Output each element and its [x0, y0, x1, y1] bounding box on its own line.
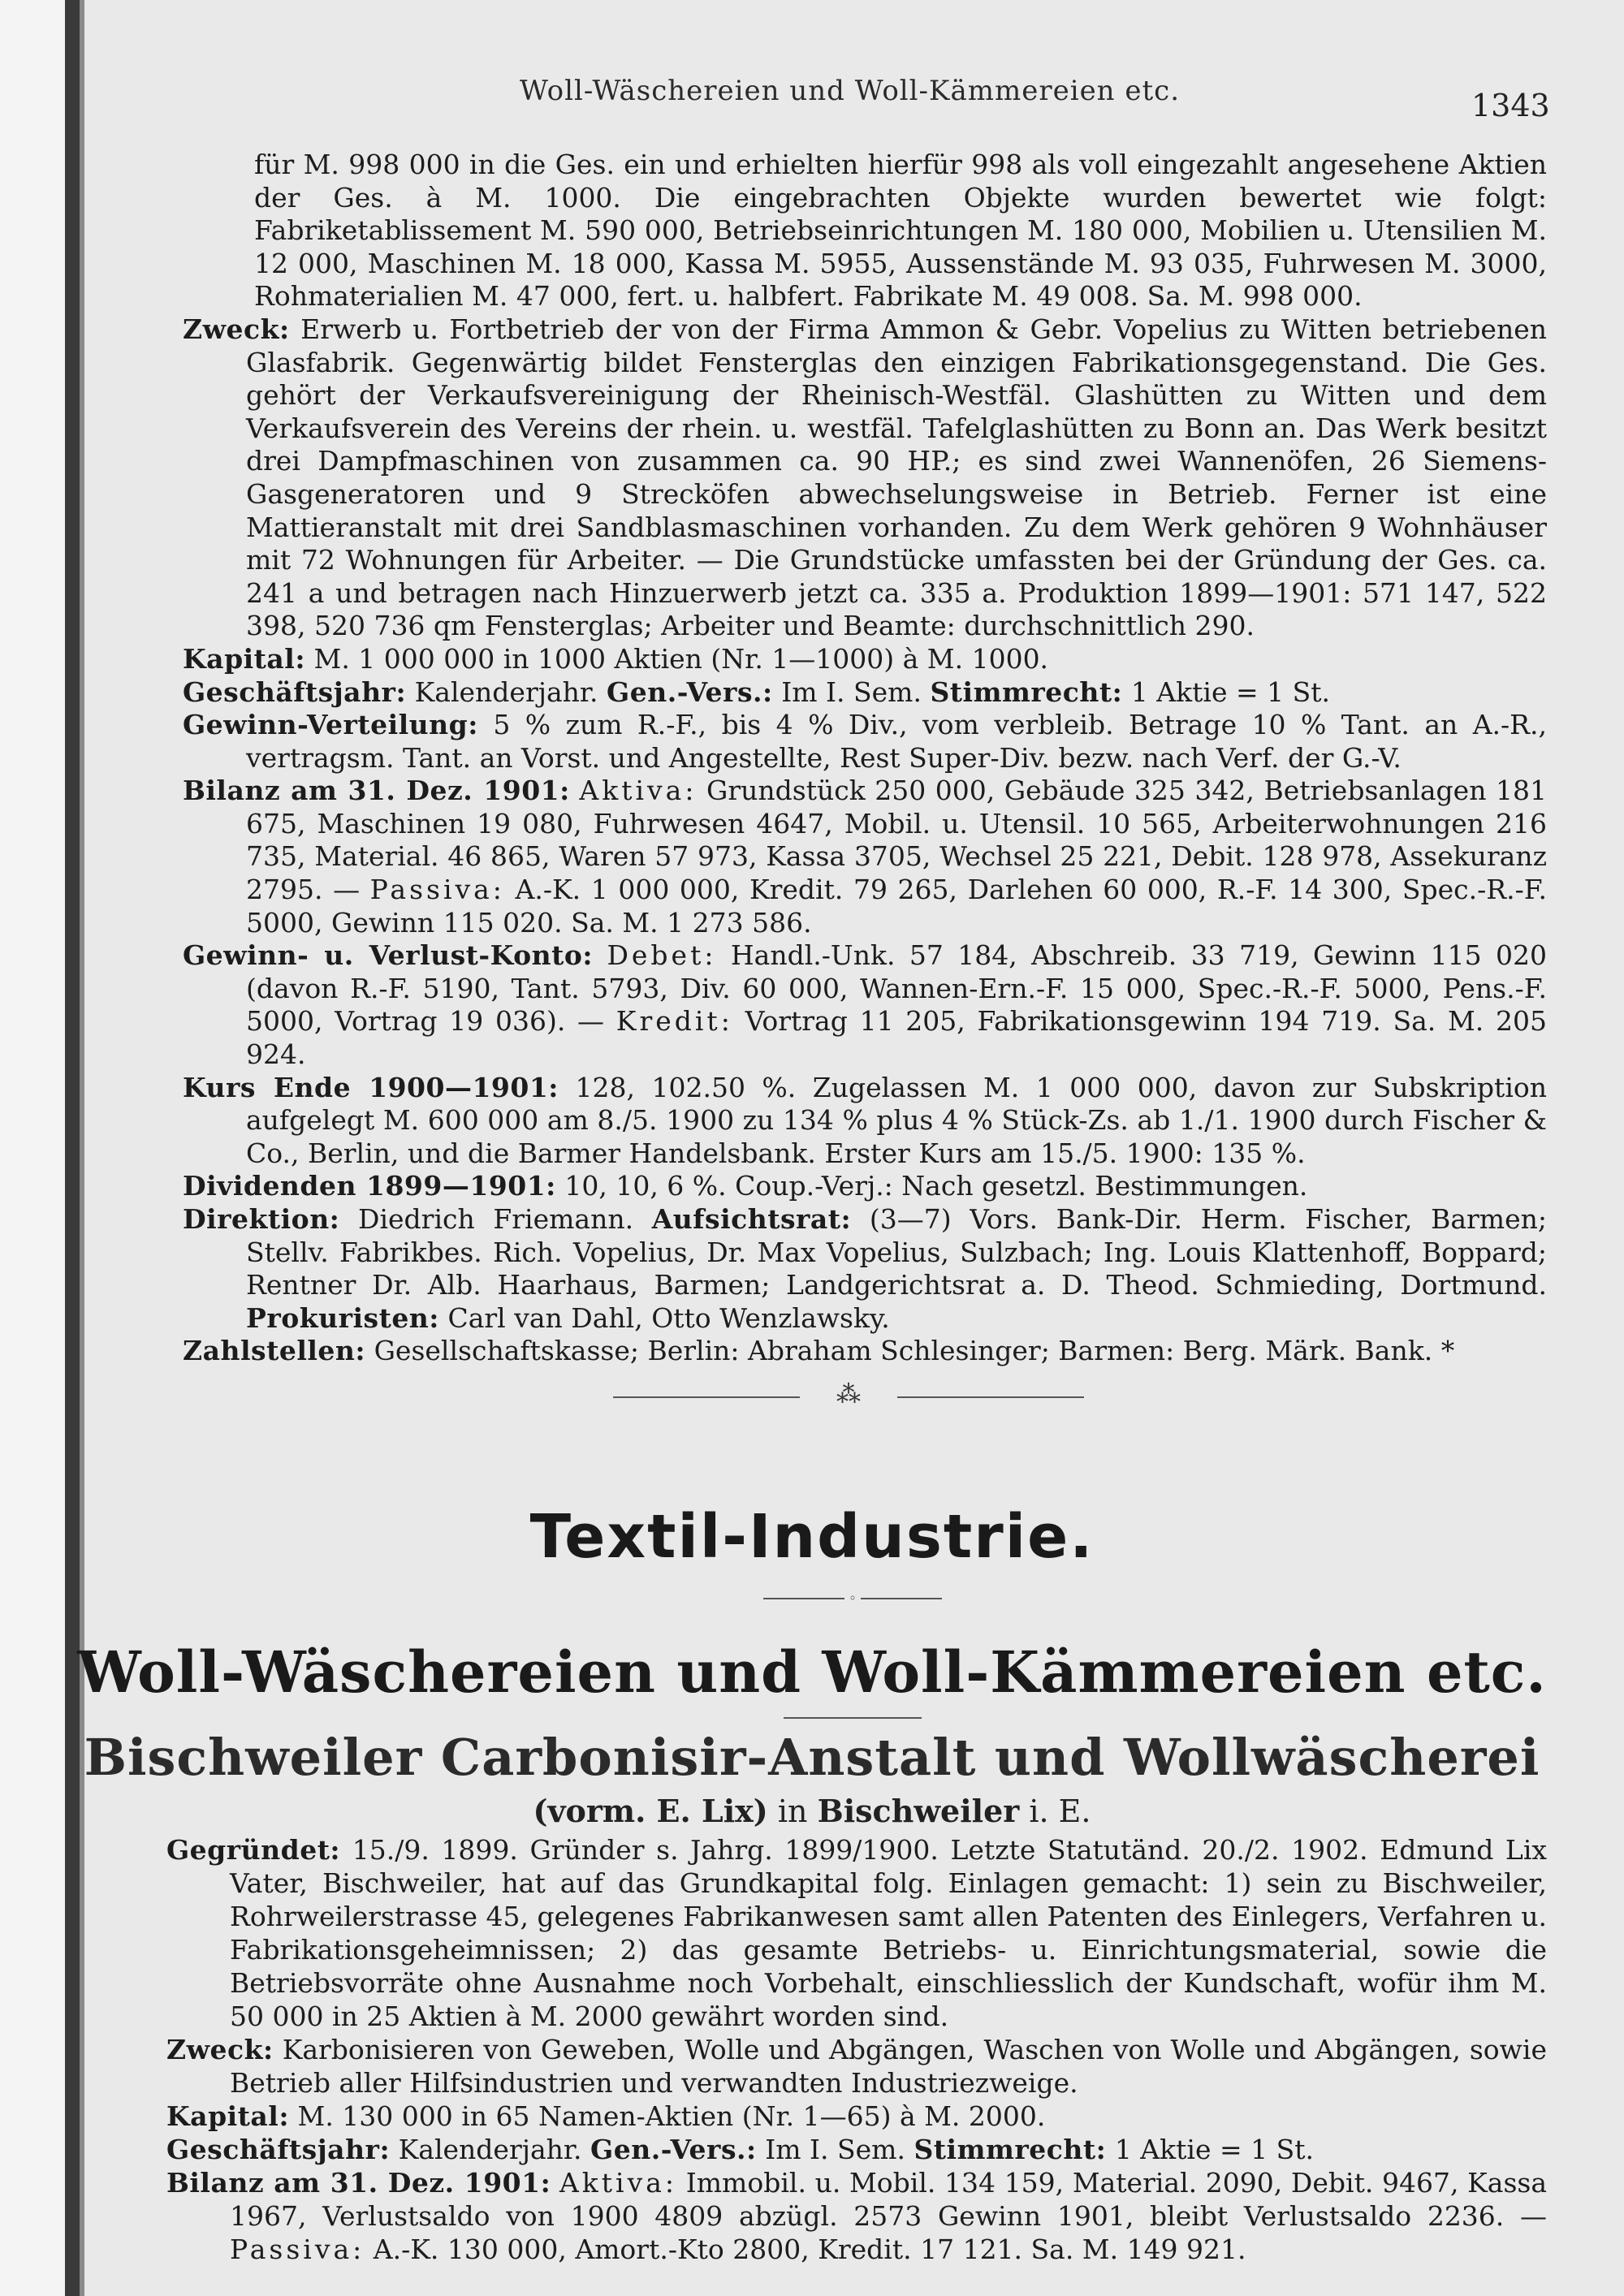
bilanz-paragraph — [183, 775, 1547, 939]
running-title: Woll-Wäschereien und Woll-Kämmereien etc. — [520, 75, 1181, 107]
lower-kapital-text: M. 130 000 in 65 Namen-Aktien (Nr. 1—65) à M. 2000. — [297, 2100, 1046, 2132]
gegruendet-text: 15./9. 1899. Gründer s. Jahrg. 1899/1900. Letzte Statutänd. 20./2. 1902. Edmund Lix Vater, Bischweiler, hat auf das Grundkapital folg. Einlagen gemacht: 1) sein zu Bischweiler, Rohrweilerstrasse 45, gelegenes Fabrikanwesen samt allen Patenten des Einlegers, Verfahren u. Fabrikationsgeheimnissen; 2) das gesamte Betriebs- u. Einrichtungsmaterial, sowie die Betriebsvorräte ohne Ausnahme noch Vorbehalt, einschliesslich der Kundschaft, wofür ihm M. 50 000 in 25 Aktien à M. 2000 gewährt worden sind. — [230, 1834, 1547, 2032]
lower-genvers-text: Im I. Sem. — [765, 2134, 905, 2165]
subsection-divider — [784, 1717, 922, 1719]
lower-geschaeftsjahr-label: Geschäftsjahr: — [166, 2134, 391, 2165]
guv-paragraph — [183, 939, 1547, 1071]
kapital-paragraph — [183, 643, 1547, 676]
dividenden-text: 10, 10, 6 %. Coup.-Verj.: Nach gesetzl. Bestimmungen. — [564, 1170, 1308, 1202]
guv-debet-text: Handl.-Unk. 57 184, Abschreib. 33 719, Gewinn 115 020 (davon R.-F. 5190, Tant. 5793, Div. 60 000, Wannen-Ern.-F. 15 000, Spec.-R.-F. 5000, Pens.-F. 5000, Vortrag 19 036). — — [246, 939, 1547, 1038]
lower-zweck-text: Karbonisieren von Geweben, Wolle und Abgängen, Waschen von Wolle und Abgängen, sowie Betrieb aller Hilfsindustrien und verwandten Industriezweige. — [230, 2034, 1547, 2099]
gegruendet-paragraph — [166, 1833, 1547, 2033]
bilanz-passiva-label: Passiva: — [369, 874, 505, 906]
stimmrecht-label: Stimmrecht: — [930, 675, 1123, 708]
lower-zweck-label: Zweck: — [166, 2034, 274, 2065]
bilanz-aktiva-text: Grundstück 250 000, Gebäude 325 342, Betriebsanlagen 181 675, Maschinen 19 080, Fuhrwesen 4647, Mobil. u. Utensil. 10 565, Arbeiterwohnungen 216 735, Material. 46 865, Waren 57 973, Kassa 3705, Wechsel 25 221, Debit. 128 978, Assekuranz 2795. — — [246, 775, 1547, 906]
stimmrecht-text: 1 Aktie = 1 St. — [1130, 675, 1330, 708]
lower-geschaeftsjahr-paragraph — [166, 2133, 1547, 2166]
bilanz-passiva-text: A.-K. 1 000 000, Kredit. 79 265, Darlehen 60 000, R.-F. 14 300, Spec.-R.-F. 5000, Gewinn 115 020. Sa. M. 1 273 586. — [246, 874, 1547, 939]
lower-geschaeftsjahr-text: Kalenderjahr. — [398, 2134, 582, 2165]
geschaeftsjahr-text: Kalenderjahr. — [414, 675, 598, 708]
direktion-text: Diedrich Friemann. — [358, 1203, 634, 1235]
zahlstellen-label: Zahlstellen: — [183, 1335, 366, 1367]
aufsichtsrat-text: (3—7) Vors. Bank-Dir. Herm. Fischer, Barmen; Stellv. Fabrikbes. Rich. Vopelius, Dr. Max Vopelius, Sulzbach; Ing. Louis Klattenhoff, Boppard; Rentner Dr. Alb. Haarhaus, Barmen; Landgerichtsrat a. D. Theod. Schmieding, Dortmund. — [246, 1203, 1547, 1301]
page-margin — [0, 0, 65, 2296]
gewinnverteilung-paragraph — [183, 709, 1547, 775]
company-name: Bischweiler Carbonisir-Anstalt und Wollwäscherei — [84, 1728, 1540, 1787]
bilanz-aktiva-label: Aktiva: — [579, 775, 698, 807]
binding-edge-shadow — [80, 0, 84, 2296]
prokuristen-label: Prokuristen: — [246, 1301, 439, 1334]
geschaeftsjahr-label: Geschäftsjahr: — [183, 675, 407, 708]
lower-stimmrecht-text: 1 Aktie = 1 St. — [1114, 2134, 1314, 2165]
guv-kredit-label: Kredit: — [615, 1005, 733, 1038]
intro-text: für M. 998 000 in die Ges. ein und erhielten hierfür 998 als voll eingezahlt angesehene Aktien der Ges. à M. 1000. Die eingebrachten Objekte wurden bewertet wie folgt: Fabriketablissement M. 590 000, Betriebseinrichtungen M. 180 000, Mobilien u. Utensilien M. 12 000, Maschinen M. 18 000, Kassa M. 5955, Aussenstände M. 93 035, Fuhrwesen M. 3000, Rohmaterialien M. 47 000, fert. u. halbfert. Fabrikate M. 49 008. Sa. M. 998 000. — [254, 149, 1547, 313]
kapital-label: Kapital: — [183, 642, 306, 675]
gewinnverteilung-label: Gewinn-Verteilung: — [183, 709, 478, 741]
genvers-text: Im I. Sem. — [781, 675, 922, 708]
lower-bilanz-label: Bilanz am 31. Dez. 1901: — [166, 2167, 551, 2199]
lower-genvers-label: Gen.-Vers.: — [590, 2134, 757, 2165]
company-location-prefix: in — [777, 1793, 808, 1829]
zahlstellen-text: Gesellschaftskasse; Berlin: Abraham Schlesinger; Barmen: Berg. Märk. Bank. * — [374, 1335, 1455, 1367]
intro-paragraph — [183, 149, 1547, 313]
aufsichtsrat-label: Aufsichtsrat: — [651, 1203, 852, 1235]
zweck-text: Erwerb u. Fortbetrieb der von der Firma Ammon & Gebr. Vopelius zu Witten betriebenen Glasfabrik. Gegenwärtig bildet Fensterglas den einzigen Fabrikationsgegenstand. Die Ges. gehört der Verkaufsvereinigung der Rheinisch-Westfäl. Glashütten zu Witten und dem Verkaufsverein des Vereins der rhein. u. westfäl. Tafelglashütten zu Bonn an. Das Werk besitzt drei Dampfmaschinen von zusammen ca. 90 HP.; es sind zwei Wannenöfen, 26 Siemens-Gasgeneratoren und 9 Strecköfen abwechselungsweise in Betrieb. Ferner ist eine Mattieranstalt mit drei Sandblasmaschinen vorhanden. Zu dem Werk gehören 9 Wohnhäuser mit 72 Wohnungen für Arbeiter. — Die Grundstücke umfassten bei der Gründung der Ges. ca. 241 a und betragen nach Hinzuerwerb jetzt ca. 335 a. Produktion 1899—1901: 571 147, 522 398, 520 736 qm Fensterglas; Arbeiter und Beamte: durchschnittlich 290. — [246, 313, 1547, 642]
guv-kredit-text: Vortrag 11 205, Fabrikationsgewinn 194 719. Sa. M. 205 924. — [246, 1005, 1547, 1071]
lower-stimmrecht-label: Stimmrecht: — [914, 2134, 1107, 2165]
kurs-paragraph — [183, 1072, 1547, 1171]
direktion-paragraph — [183, 1203, 1547, 1335]
gegruendet-label: Gegründet: — [166, 1834, 341, 1866]
kurs-text: 128, 102.50 %. Zugelassen M. 1 000 000, davon zur Subskription aufgelegt M. 600 000 am 8./5. 1900 zu 134 % plus 4 % Stück-Zs. ab 1./1. 1900 durch Fischer & Co., Berlin, und die Barmer Handelsbank. Erster Kurs am 15./5. 1900: 135 %. — [246, 1071, 1547, 1169]
page-number: 1343 — [1471, 88, 1550, 123]
guv-label: Gewinn- u. Verlust-Konto: — [183, 939, 594, 972]
lower-bilanz-passiva-label: Passiva: — [230, 2233, 365, 2265]
kapital-text: M. 1 000 000 in 1000 Aktien (Nr. 1—1000) à M. 1000. — [313, 642, 1049, 675]
zweck-label: Zweck: — [183, 313, 290, 345]
lower-kapital-label: Kapital: — [166, 2100, 290, 2132]
genvers-label: Gen.-Vers.: — [607, 675, 773, 708]
subsection-title: Woll-Wäschereien und Woll-Kämmereien etc. — [77, 1638, 1547, 1706]
lower-bilanz-passiva-text: A.-K. 130 000, Amort.-Kto 2800, Kredit. 17 121. Sa. M. 149 921. — [373, 2233, 1246, 2265]
company-location: Bischweiler — [817, 1793, 1020, 1829]
zahlstellen-paragraph — [183, 1335, 1547, 1368]
upper-entry — [183, 149, 1547, 1368]
lower-bilanz-aktiva-text: Immobil. u. Mobil. 134 159, Material. 2090, Debit. 9467, Kassa 1967, Verlustsaldo von 1900 4809 abzügl. 2573 Gewinn 1901, bleibt Verlustsaldo 2236. — — [230, 2167, 1547, 2232]
dividenden-paragraph — [183, 1170, 1547, 1203]
zweck-paragraph — [183, 313, 1547, 643]
guv-debet-label: Debet: — [607, 939, 717, 972]
lower-bilanz-aktiva-label: Aktiva: — [559, 2167, 678, 2199]
binding-edge — [65, 0, 80, 2296]
section-divider-ornament: ◦ — [844, 1591, 861, 1606]
dividenden-label: Dividenden 1899—1901: — [183, 1170, 556, 1202]
gewinnverteilung-text: 5 % zum R.-F., bis 4 % Div., vom verbleib. Betrage 10 % Tant. an A.-R., vertragsm. Tant. an Vorst. und Angestellte, Rest Super-Div. bezw. nach Verf. der G.-V. — [246, 709, 1547, 774]
company-former-name: (vorm. E. Lix) — [533, 1793, 768, 1829]
geschaeftsjahr-paragraph — [183, 676, 1547, 710]
lower-entry — [166, 1833, 1547, 2266]
company-subtitle — [0, 1793, 1624, 1829]
kurs-label: Kurs Ende 1900—1901: — [183, 1071, 559, 1103]
lower-bilanz-paragraph — [166, 2166, 1547, 2266]
direktion-label: Direktion: — [183, 1203, 340, 1235]
lower-zweck-paragraph — [166, 2033, 1547, 2100]
ornament-icon: ⁂ — [800, 1380, 897, 1413]
section-title: Textil-Industrie. — [529, 1502, 1095, 1572]
bilanz-label: Bilanz am 31. Dez. 1901: — [183, 775, 570, 807]
lower-kapital-paragraph — [166, 2100, 1547, 2133]
prokuristen-text: Carl van Dahl, Otto Wenzlawsky. — [447, 1301, 890, 1334]
company-location-suffix: i. E. — [1029, 1793, 1091, 1829]
